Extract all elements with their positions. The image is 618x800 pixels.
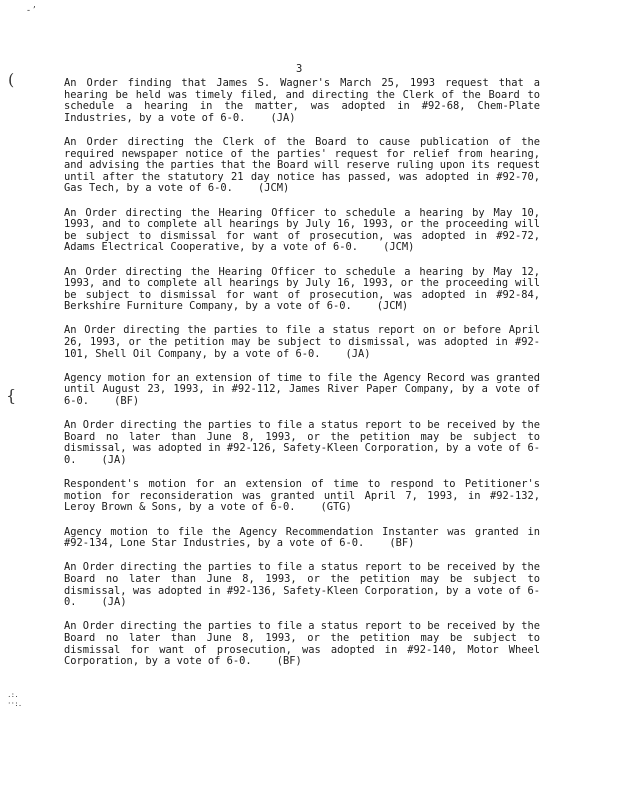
entry-initials: (BF) (389, 537, 415, 550)
entry-initials: (JCM) (383, 241, 415, 254)
order-entry (64, 373, 540, 408)
entry-text: Respondent's motion for an extension of time to respond to Petitioner's motion for reconsideration was granted until April 7, 1993, in #92-132, Leroy Brown & Sons, by a vote of 6-0. (64, 478, 540, 514)
entry-initials: (JA) (101, 596, 127, 609)
entry-text: An Order directing the parties to file a status report to be received by the Board no later than June 8, 1993, or the petition may be subject to dismissal, was adopted in #92-126, Safety-Kleen Corporation, by a vote of 6-0. (64, 419, 540, 466)
scan-mark-dots: .:. ··:. (8, 690, 23, 708)
entry-initials: (GTG) (320, 501, 352, 514)
entry-text: Agency motion for an extension of time to file the Agency Record was granted until August 23, 1993, in #92-112, James River Paper Company, by a vote of 6-0. (64, 371, 540, 408)
entry-initials: (JA) (101, 454, 127, 466)
entry-text: An Order directing the Hearing Officer to schedule a hearing by May 10, 1993, and to complete all hearings by July 16, 1993, or the proceeding will be subject to dismissal for want of prosecution, was adopted in #92-72, Adams Electrical Cooperative, by a vote of 6-0. (64, 206, 540, 254)
order-entry (64, 621, 540, 667)
order-entry (64, 420, 540, 466)
order-entry (64, 208, 540, 254)
entry-text: An Order directing the parties to file a status report to be received by the Board no later than June 8, 1993, or the petition may be subject to dismissal, was adopted in #92-136, Safety-Kleen Corporation, by a vote of 6-0. (64, 561, 540, 609)
entry-text: An Order finding that James S. Wagner's March 25, 1993 request that a hearing be held was timely filed, and directing the Clerk of the Board to schedule a hearing in the matter, was adopted in #92-68, Chem-Plate Industries, by a vote of 6-0. (64, 77, 540, 124)
entry-text: An Order directing the parties to file a status report on or before April 26, 1993, or the petition may be subject to dismissal, was adopted in #92-101, Shell Oil Company, by a vote of 6-0. (64, 324, 540, 360)
order-entry (64, 325, 540, 360)
entry-initials: (JA) (270, 111, 296, 124)
order-entry (64, 527, 540, 550)
scan-mark-bracket-mid: { (6, 386, 17, 405)
order-entry (64, 562, 540, 608)
order-entries (64, 78, 540, 680)
entry-initials: (JCM) (257, 182, 290, 195)
entry-text: An Order directing the Clerk of the Board to cause publication of the required newspaper notice of the parties' request for relief from hearing, and advising the parties that the Board will reserve ruling upon its request until after the statutory 21 day notice has passed, was adopted in #92-70, Gas Tech, by a vote of 6-0. (64, 135, 540, 195)
entry-initials: (JCM) (376, 300, 409, 313)
order-entry (64, 479, 540, 514)
entry-initials: (JA) (345, 347, 371, 360)
scan-mark-bracket-top: ( (8, 70, 15, 89)
entry-initials: (BF) (114, 395, 140, 408)
entry-text: An Order directing the Hearing Officer to schedule a hearing by May 12, 1993, and to complete all hearings by July 16, 1993, or the proceeding will be subject to dismissal for want of prosecution, was adopted in #92-84, Berkshire Furniture Company, by a vote of 6-0. (64, 265, 540, 313)
page-number: 3 (296, 63, 303, 75)
entry-text: An Order directing the parties to file a status report to be received by the Board no later than June 8, 1993, or the petition may be subject to dismissal for want of prosecution, was adopted in #92-140, Motor Wheel Corporation, by a vote of 6-0. (64, 620, 540, 668)
order-entry (64, 78, 540, 124)
entry-initials: (BF) (276, 655, 302, 668)
scan-mark-top-left: - ’ (27, 6, 36, 16)
entry-text: Agency motion to file the Agency Recommendation Instanter was granted in #92-134, Lone Star Industries, by a vote of 6-0. (64, 525, 540, 550)
order-entry (64, 267, 540, 313)
order-entry (64, 137, 540, 195)
